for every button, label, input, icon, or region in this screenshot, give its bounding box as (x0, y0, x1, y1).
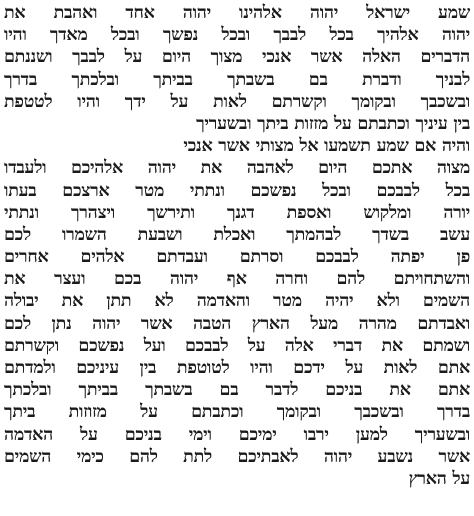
text-line: בין עיניך וכתבתם על מזזות ביתך ובשעריך (196, 112, 470, 134)
text-line: בכל לבבכם ובכל נפשכם ונתתי מטר ארצכם בעתו (4, 179, 470, 201)
text-line: והיה אם שמע תשמעו אל מצותי אשר אנכי (183, 135, 470, 157)
vehaya-paragraph (4, 135, 470, 490)
text-line: אשר נשבע יהוה לאבתיכם לתת להם כימי השמים (4, 445, 470, 467)
text-line: פן יפתה לבבכם וסרתם ועבדתם אלהים אחרים (4, 246, 470, 268)
text-line: ואבדתם מהרה מעל הארץ הטבה אשר יהוה נתן לכם (4, 312, 470, 334)
text-line: ובשכבך ובקומך וקשרתם לאות על ידך והיו לטטפת (4, 90, 470, 112)
text-line: שמע ישראל יהוה אלהינו יהוה אחד ואהבת את (4, 2, 470, 23)
text-line: יורה ומלקוש ואספת דגנך ותירשך ויצהרך ונתתי (4, 201, 470, 223)
text-line: אתם את בניכם לדבר בם בשבתך בביתך ובלכתך (4, 379, 470, 401)
text-line: על הארץ (408, 467, 470, 489)
text-line: אתם לאות על ידכם והיו לטוטפת בין עיניכם ולמדתם (4, 357, 470, 378)
text-line: בדרך ובשכבך ובקומך וכתבתם על מזוזות ביתך (4, 401, 470, 423)
text-line: מצוה אתכם היום לאהבה את יהוה אלהיכם ולעבדו (4, 157, 470, 179)
text-line: ובשעריך למען ירבו ימיכם וימי בניכם על האדמה (4, 423, 470, 445)
shema-paragraph (4, 2, 470, 135)
text-line: לבניך ודברת בם בשבתך בביתך ובלכתך בדרך (4, 68, 470, 90)
text-line: עשב בשדך לבהמתך ואכלת ושבעת השמרו לכם (4, 223, 470, 245)
text-line: ושמתם את דברי אלה על לבבכם ועל נפשכם וקשרתם (4, 334, 470, 356)
mezuzah-scroll-text (4, 2, 470, 514)
text-line: יהוה אלהיך בכל לבבך ובכל נפשך ובכל מאדך והיו (4, 24, 470, 46)
text-line: השמים ולא יהיה מטר והאדמה לא תתן את יבולה (4, 290, 470, 312)
text-line: הדברים האלה אשר אנכי מצוך היום על לבבך ושננתם (4, 46, 470, 68)
text-line: והשתחויתם להם וחרה אף יהוה בכם ועצר את (4, 268, 470, 290)
